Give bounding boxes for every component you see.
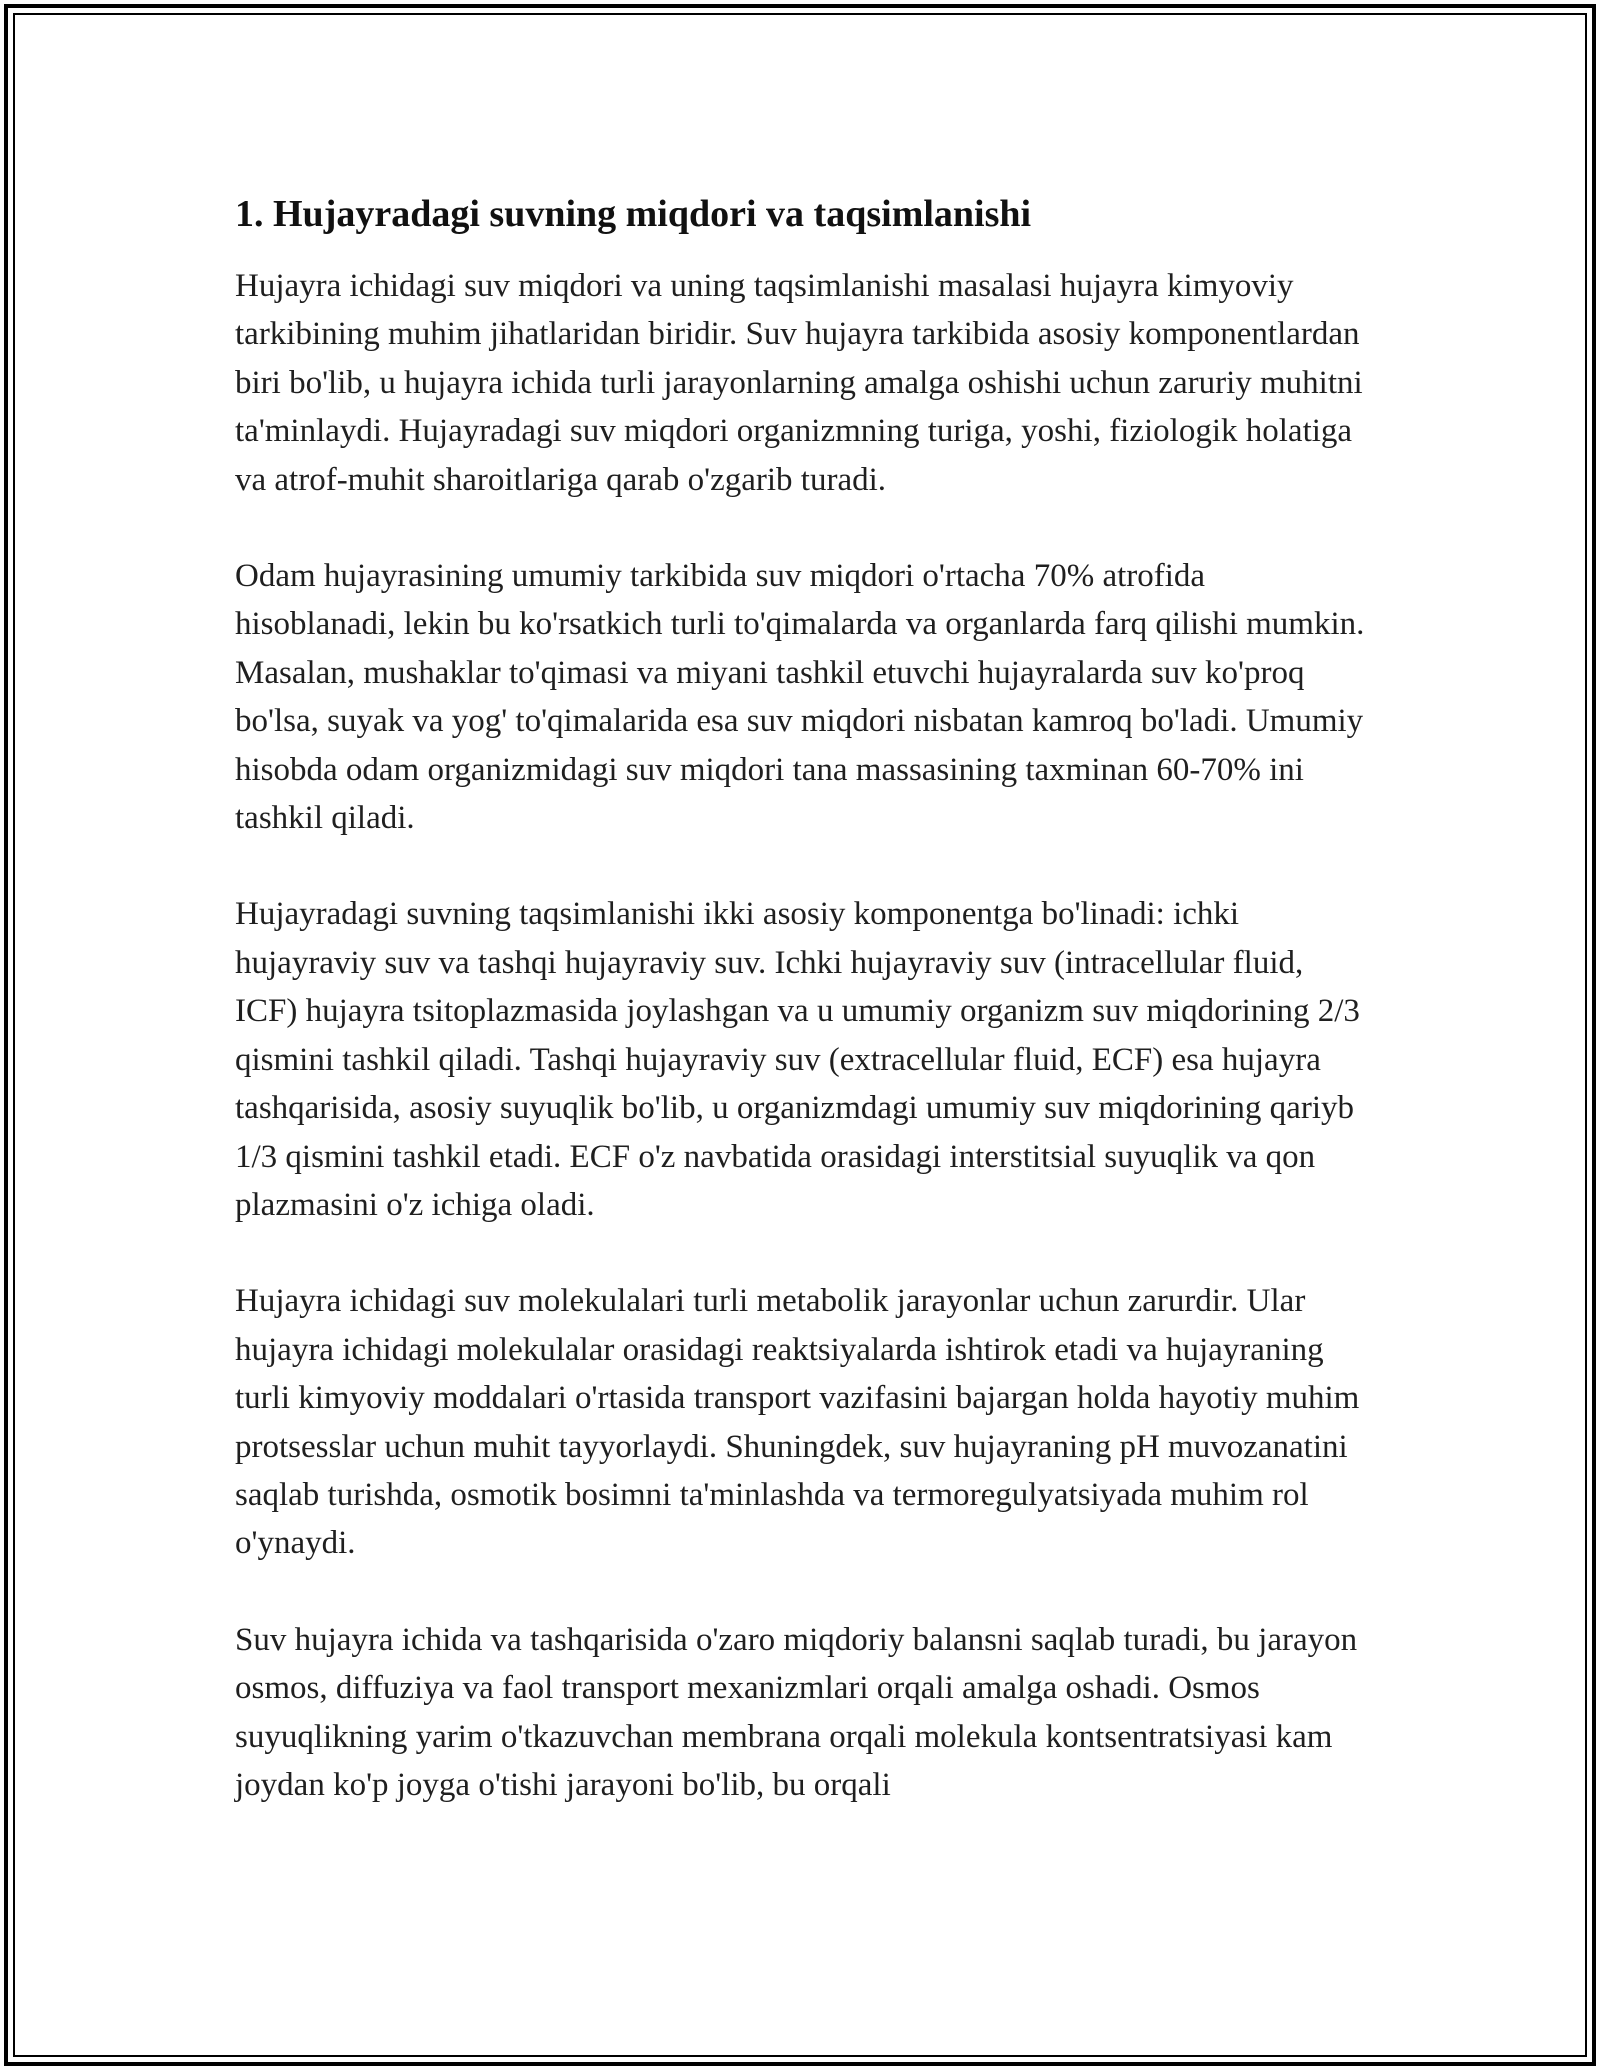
paragraph-1: Hujayra ichidagi suv miqdori va uning taqsimlanishi masalasi hujayra kimyoviy tarkibining muhim jihatlaridan biridir. Suv hujayra tarkibida asosiy komponentlardan biri bo'lib, u hujayra ichida turli jarayonlarning amalga oshishi uchun zaruriy muhitni ta'minlaydi. Hujayradagi suv miqdori organizmning turiga, yoshi, fiziologik holatiga va atrof-muhit sharoitlariga qarab o'zgarib turadi. <box>235 268 1363 498</box>
paragraph-3: Hujayradagi suvning taqsimlanishi ikki asosiy komponentga bo'linadi: ichki hujayraviy suv va tashqi hujayraviy suv. Ichki hujayraviy suv (intracellular fluid, ICF) hujayra tsitoplazmasida joylashgan va u umumiy organizm suv miqdorining 2/3 qismini tashkil qiladi. Tashqi hujayraviy suv (extracellular fluid, ECF) esa hujayra tashqarisida, asosiy suyuqlik bo'lib, u organizmdagi umumiy suv miqdorining qariyb 1/3 qismini tashkil etadi. ECF o'z navbatida orasidagi interstitsial suyuqlik va qon plazmasini o'z ichiga oladi. <box>235 896 1360 1223</box>
document-body <box>235 188 1370 1857</box>
paragraph-5: Suv hujayra ichida va tashqarisida o'zaro miqdoriy balansni saqlab turadi, bu jarayon osmos, diffuziya va faol transport mexanizmlari orqali amalga oshadi. Osmos suyuqlikning yarim o'tkazuvchan membrana orqali molekula kontsentratsiyasi kam joydan ko'p joyga o'tishi jarayoni bo'lib, bu orqali <box>235 1621 1358 1803</box>
paragraph-2: Odam hujayrasining umumiy tarkibida suv miqdori o'rtacha 70% atrofida hisoblanadi, lekin bu ko'rsatkich turli to'qimalarda va organlarda farq qilishi mumkin. Masalan, mushaklar to'qimasi va miyani tashkil etuvchi hujayralarda suv ko'proq bo'lsa, suyak va yog' to'qimalarida esa suv miqdori nisbatan kamroq bo'ladi. Umumiy hisobda odam organizmidagi suv miqdori tana massasining taxminan 60-70% ini tashkil qiladi. <box>235 558 1365 837</box>
section-heading: 1. Hujayradagi suvning miqdori va taqsimlanishi <box>235 193 1032 235</box>
paragraph-4: Hujayra ichidagi suv molekulalari turli metabolik jarayonlar uchun zarurdir. Ular hujayra ichidagi molekulalar orasidagi reaktsiyalarda ishtirok etadi va hujayraning turli kimyoviy moddalari o'rtasida transport vazifasini bajargan holda hayotiy muhim protsesslar uchun muhit tayyorlaydi. Shuningdek, suv hujayraning pH muvozanatini saqlab turishda, osmotik bosimni ta'minlashda va termoregulyatsiyada muhim rol o'ynaydi. <box>235 1283 1360 1562</box>
